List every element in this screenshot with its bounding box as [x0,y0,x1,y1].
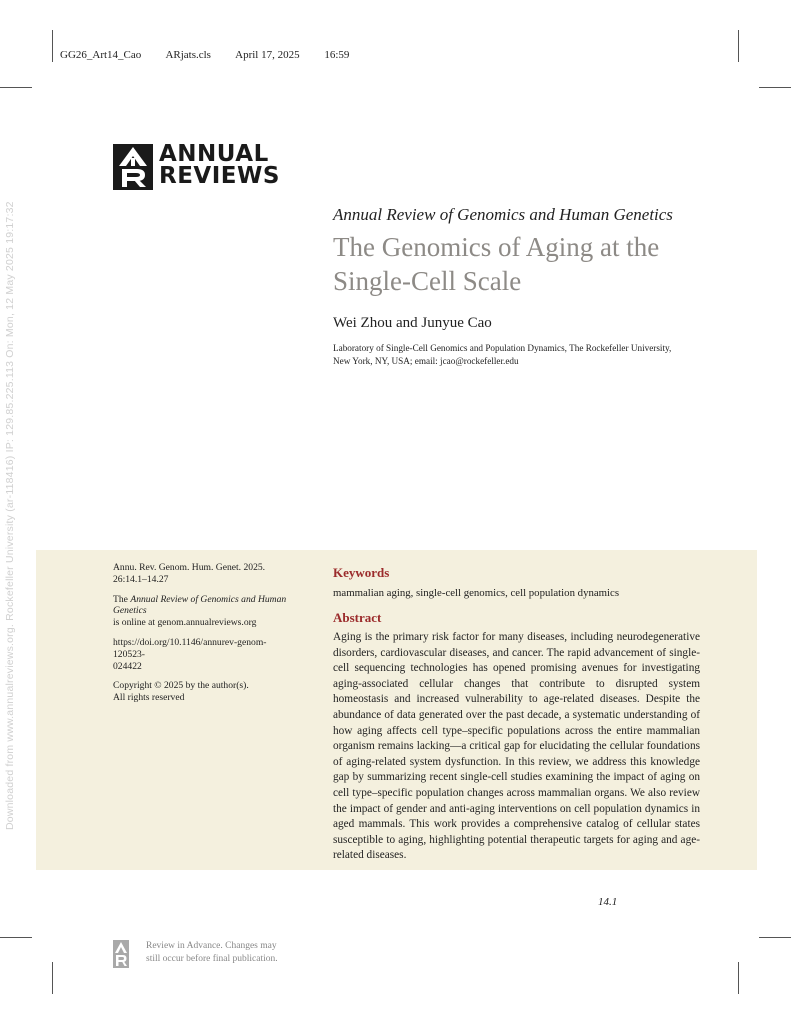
doi-link[interactable]: https://doi.org/10.1146/annurev-genom-120523- [113,636,267,660]
article-title [333,230,753,298]
annual-reviews-logo [113,143,293,191]
footer-line: Review in Advance. Changes may [146,941,277,951]
rights: All rights reserved [113,692,185,704]
citation-ref: Annu. Rev. Genom. Hum. Genet. 2025. [113,562,266,573]
authors: Wei Zhou and Junyue Cao [333,315,492,331]
crop-mark [0,87,32,88]
crop-mark [759,937,791,938]
header-cls: ARjats.cls [165,49,211,61]
citation-block [113,562,298,712]
download-watermark [4,201,20,830]
keywords-text: mammalian aging, single-cell genomics, cell population dynamics [333,587,620,599]
crop-mark [738,30,739,62]
logo-line-annual: ANNUAL [159,141,269,167]
abstract-text: Aging is the primary risk factor for many diseases, including neurodegenerative disorders, cardiovascular diseases, and cancer. The rapid advancement of single-cell sequencing technologies has opened promising avenues for investigating aging-associated cellular changes that contribute to disrupted system homeostasis and increased vulnerability to age-related diseases. Despite the abundance of data generated over the past decade, a systematic understanding of how aging affects cell type–specific populations across the entire mammalian organism remains lacking—a critical gap for elucidating the cellular foundations of aging-related system dysfunction. In this review, we address this knowledge gap by summarizing recent single-cell studies examining the impact of aging on cell type–specific population changes across mammalian organs. We also review the impact of gender and anti-aging interventions on cell population dynamics in aged mammals. This work provides a comprehensive catalog of cellular states susceptible to aging, highlighting potential therapeutic targets for aging and age-related diseases. [333,631,700,862]
crop-mark [52,30,53,62]
logo-line-reviews: REVIEWS [159,163,280,189]
online-journal: Annual Review of Genomics and Human Genetics [113,593,287,617]
online-prefix: The [113,593,131,605]
article-title-line: The Genomics of Aging at the [333,232,660,262]
citation-pages: 26:14.1–14.27 [113,573,169,585]
crop-mark [759,87,791,88]
review-in-advance-note [146,940,278,966]
page-number: 14.1 [598,896,618,908]
doi-link-cont[interactable]: 024422 [113,660,142,672]
header-time: 16:59 [324,49,350,61]
keywords-heading: Keywords [333,565,390,580]
affiliation-line: Laboratory of Single-Cell Genomics and Population Dynamics, The Rockefeller University, [333,343,672,353]
download-watermark-text: Downloaded from www.annualreviews.org. Rockefeller University (ar-118416) IP: 129.85.225.113 On: Mon, 12 May 2025 19:17:32 [4,201,16,830]
header-file: GG26_Art14_Cao [60,49,142,61]
online-url: is online at genom.annualreviews.org [113,617,257,629]
article-title-line: Single-Cell Scale [333,266,522,296]
ar-monogram-icon [113,144,153,190]
affiliation [333,342,693,367]
journal-name: Annual Review of Genomics and Human Genetics [333,205,673,224]
running-header [60,49,371,61]
crop-mark [738,962,739,994]
header-date: April 17, 2025 [235,49,300,61]
abstract-heading: Abstract [333,610,382,625]
crop-mark [52,962,53,994]
crop-mark [0,937,32,938]
copyright: Copyright © 2025 by the author(s). [113,680,249,692]
affiliation-line: New York, NY, USA; email: jcao@rockefeller.edu [333,355,519,366]
ar-small-icon [113,940,129,968]
footer-line: still occur before final publication. [146,954,278,964]
